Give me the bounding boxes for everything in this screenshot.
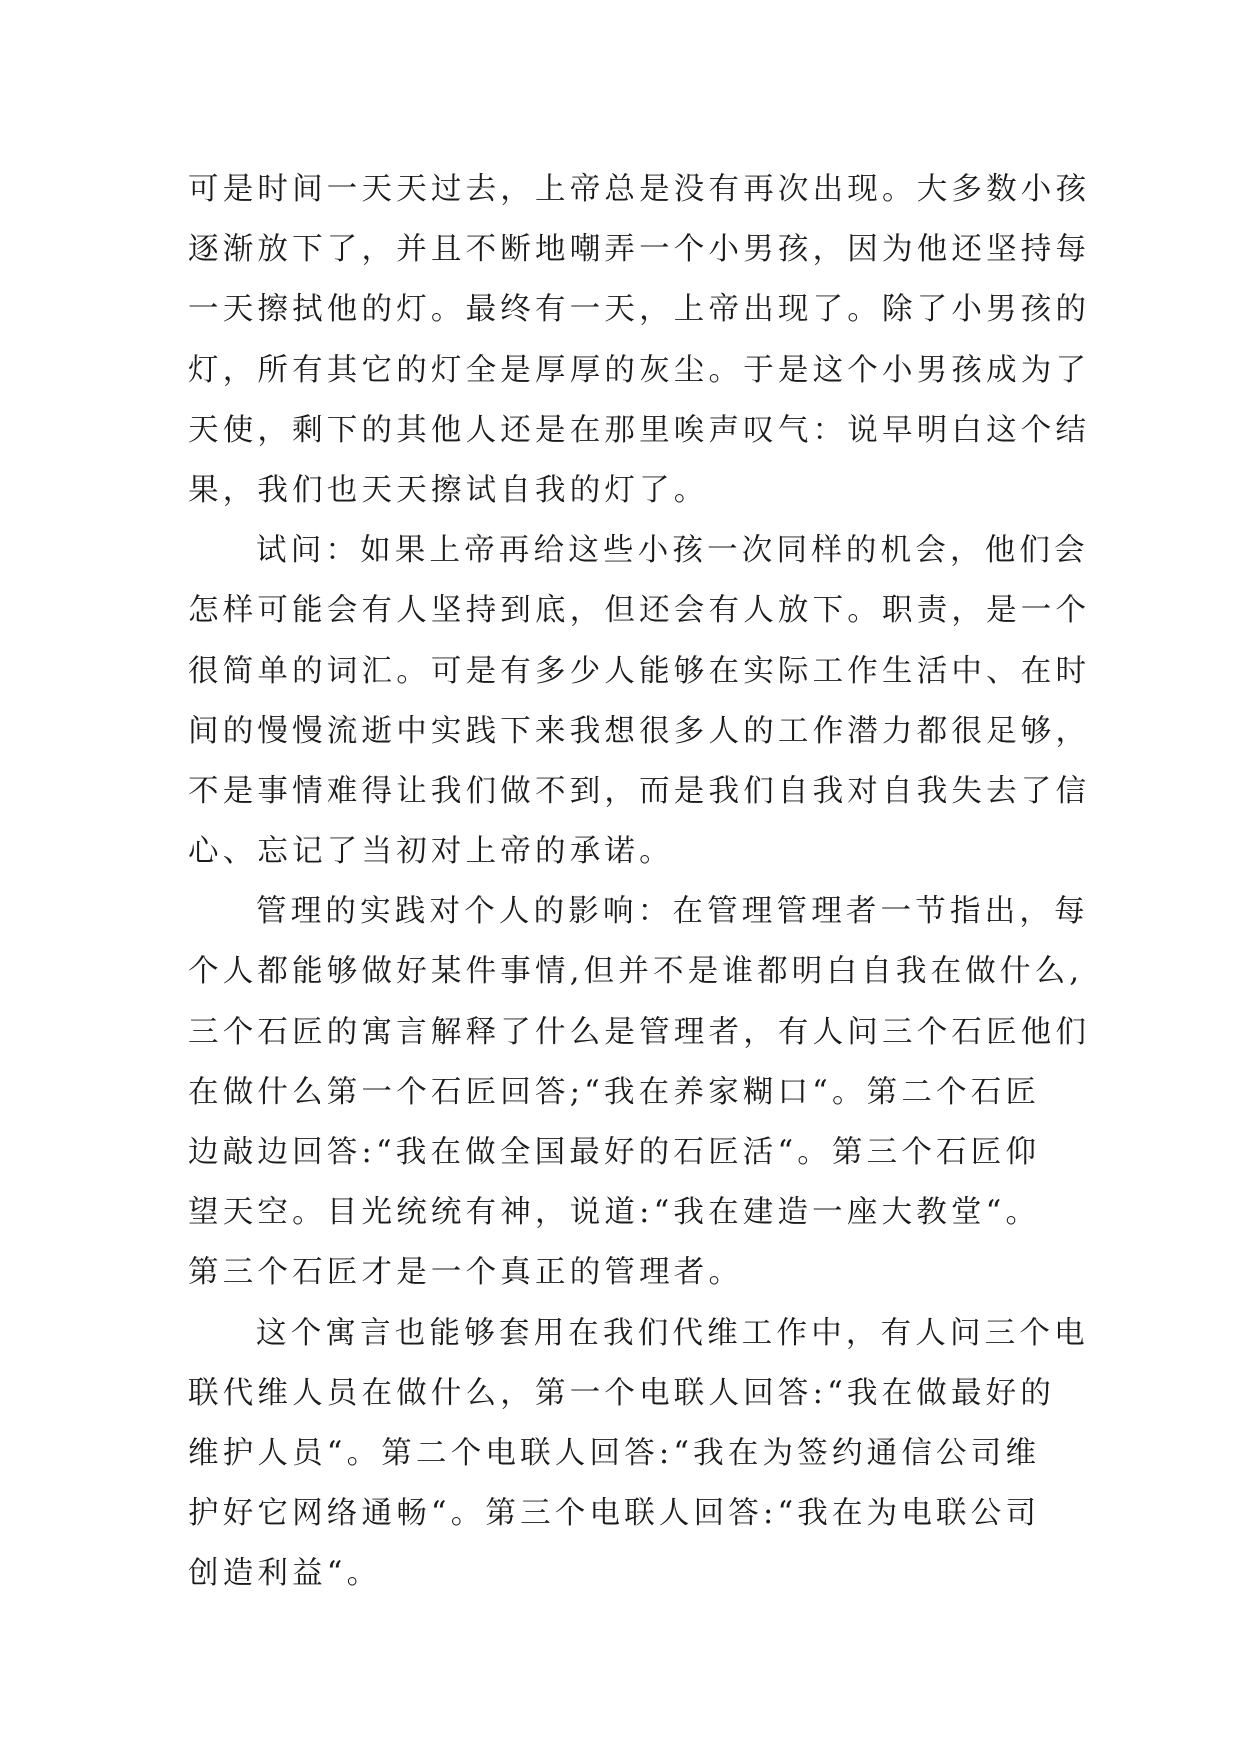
paragraph-2 — [188, 521, 1091, 882]
text-line: 个人都能够做好某件事情,但并不是谁都明白自我在做什么, — [188, 954, 1084, 990]
text-line: 联代维人员在做什么，第一个电联人回答:“我在做最好的 — [188, 1375, 1056, 1411]
body-text — [188, 160, 1091, 1605]
text-line: 怎样可能会有人坚持到底，但还会有人放下。职责，是一个 — [188, 593, 1091, 629]
text-line: 不是事情难得让我们做不到，而是我们自我对自我失去了信 — [188, 773, 1091, 809]
paragraph-4 — [188, 1304, 1089, 1605]
paragraph-3 — [188, 882, 1091, 1303]
text-line: 逐渐放下了，并且不断地嘲弄一个小男孩，因为他还坚持每 — [188, 232, 1091, 268]
text-line: 一天擦拭他的灯。最终有一天，上帝出现了。除了小男孩的 — [188, 292, 1091, 328]
text-line: 维护人员“。第二个电联人回答:“我在为签约通信公司维 — [188, 1435, 1041, 1471]
text-line: 护好它网络通畅“。第三个电联人回答:“我在为电联公司 — [188, 1496, 1041, 1532]
text-line: 果，我们也天天擦试自我的灯了。 — [188, 472, 709, 508]
text-line: 望天空。目光统统有神，说道:“我在建造一座大教堂“。 — [188, 1195, 1041, 1231]
text-line: 在做什么第一个石匠回答;“我在养家糊口“。第二个石匠 — [188, 1074, 1041, 1110]
text-line: 三个石匠的寓言解释了什么是管理者，有人问三个石匠他们 — [188, 1014, 1091, 1050]
text-line: 灯，所有其它的灯全是厚厚的灰尘。于是这个小男孩成为了 — [188, 352, 1091, 388]
text-line: 可是时间一天天过去，上帝总是没有再次出现。大多数小孩 — [188, 172, 1091, 207]
text-line: 这个寓言也能够套用在我们代维工作中，有人问三个电 — [256, 1315, 1089, 1351]
text-line: 很简单的词汇。可是有多少人能够在实际工作生活中、在时 — [188, 653, 1091, 689]
text-line: 心、忘记了当初对上帝的承诺。 — [188, 834, 674, 870]
text-line: 边敲边回答:“我在做全国最好的石匠活“。第三个石匠仰 — [188, 1135, 1041, 1170]
text-line: 创造利益“。 — [188, 1556, 382, 1592]
text-line: 管理的实践对个人的影响：在管理管理者一节指出，每 — [256, 894, 1089, 930]
text-line: 天使，剩下的其他人还是在那里唉声叹气：说早明白这个结 — [188, 412, 1091, 448]
text-line: 试问：如果上帝再给这些小孩一次同样的机会，他们会 — [256, 533, 1089, 569]
text-line: 间的慢慢流逝中实践下来我想很多人的工作潜力都很足够， — [188, 713, 1091, 749]
text-line: 第三个石匠才是一个真正的管理者。 — [188, 1255, 744, 1291]
paragraph-1 — [188, 160, 1091, 521]
